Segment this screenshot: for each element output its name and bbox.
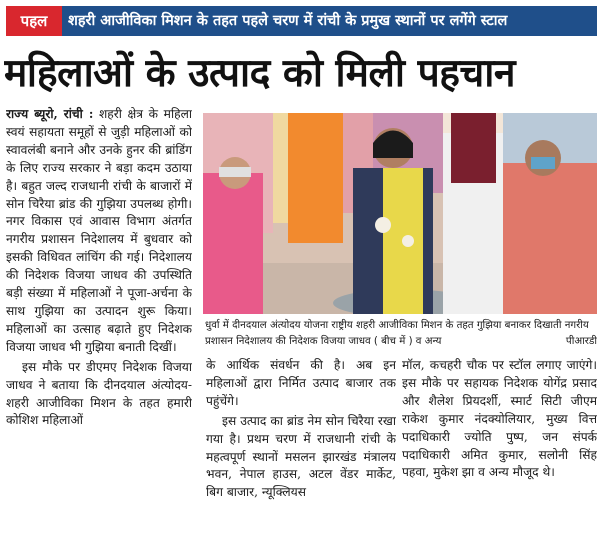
article-column-3 (402, 357, 597, 542)
section-banner (6, 6, 597, 36)
news-photo (203, 113, 597, 314)
byline: राज्य ब्यूरो, रांची : (6, 107, 94, 121)
caption-text: धुर्वा में दीनदयाल अंत्योदय योजना राष्ट्रीय शहरी आजीविका मिशन के तहत गुझिया बनाकर दिखाती नगरीय प्रशासन निदेशालय की निदेशक विजया जाधव ( बीच में ) व अन्य (205, 320, 589, 347)
photo-caption (205, 318, 597, 352)
article-paragraph: मॉल, कचहरी चौक पर स्टॉल लगाए जाएंगे। इस मौके पर सहायक निदेशक योगेंद्र प्रसाद और शैलेश प्रियदर्शी, स्मार्ट सिटी जीएम राकेश कुमार नंदक्योलियार, मुख्य वित्त पदाधिकारी ज्योति पुष्प, जन संपर्क पदाधिकारी अमित कुमार, सलोनी सिंह पहवा, मुकेश झा व अन्य मौजूद थे। (402, 358, 597, 480)
article-column-1 (6, 106, 192, 542)
headline: महिलाओं के उत्पाद को मिली पहचान (4, 50, 515, 96)
article-paragraph: इस उत्पाद का ब्रांड नेम सोन चिरैया रखा गया है। प्रथम चरण में राजधानी रांची के महत्वपूर्ण स्थानों मसलन झारखंड मंत्रालय भवन, नेपाल हाउस, अटल वेंडर मार्केट, बिग बाजार, न्यूक्लियस (206, 413, 396, 500)
article-paragraph (6, 106, 192, 357)
paragraph-text: शहरी क्षेत्र के महिला स्वयं सहायता समूहों से जुड़ी महिलाओं को स्वावलंबी बनाने और उनके हुनर की ब्रांडिंग के लिए राज्य सरकार ने बड़ा कदम उठाया है। बहुत जल्द राजधानी रांची के बाजारों में सोन चिरैया ब्रांड की गुझिया उपलब्ध होगी। नगर विकास एवं आवास विभाग अंतर्गत नगरीय प्रशासन निदेशालय में बुधवार को इसकी विधिवत लांचिंग की गई। निदेशालय की निदेशक विजया जाधव की उपस्थिति बड़ी संख्या में महिलाओं ने पूजा-अर्चना के साथ गुझिया का उत्पादन शुरू किया। महिलाओं का उत्साह बढ़ाते हुए निदेशक विजया जाधव भी गुझिया बनाती दिखीं। (6, 107, 192, 354)
article-paragraph: के आर्थिक संवर्धन की है। अब इन महिलाओं द्वारा निर्मित उत्पाद बाजार तक पहुंचेंगे। (206, 358, 396, 408)
photo-illustration (203, 113, 597, 314)
article-column-2 (206, 357, 396, 542)
section-tag: पहल (6, 6, 62, 36)
photo-credit: पीआरडी (565, 336, 597, 347)
banner-strapline: शहरी आजीविका मिशन के तहत पहले चरण में रांची के प्रमुख स्थानों पर लगेंगे स्टाल (68, 13, 508, 29)
article-paragraph: इस मौके पर डीएमए निदेशक विजया जाधव ने बताया कि दीनदयाल अंत्योदय-शहरी आजीविका मिशन के तहत हमारी कोशिश महिलाओं (6, 359, 192, 428)
